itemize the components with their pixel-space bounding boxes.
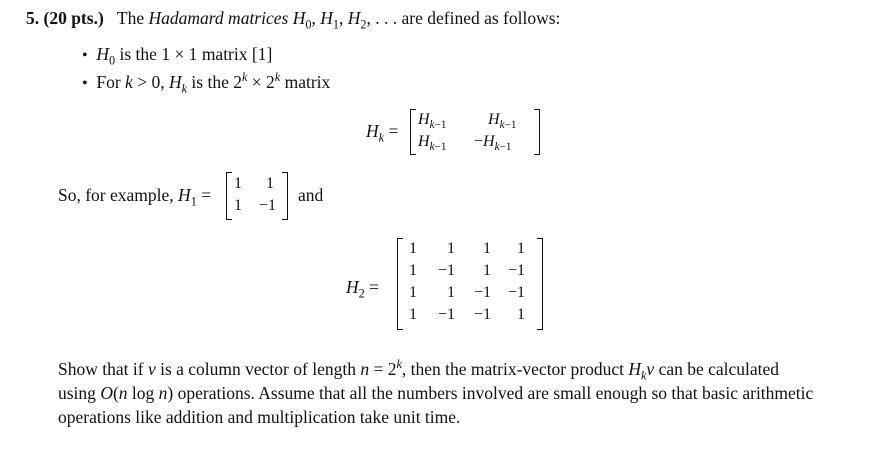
matrix-cell: −1 bbox=[507, 262, 525, 279]
matrix-cell: $H_{k-1}$ bbox=[418, 111, 447, 132]
matrix-cell: 1 bbox=[447, 240, 455, 257]
matrix-cell: 1 bbox=[409, 284, 417, 301]
bullet-text: matrix bbox=[284, 72, 331, 92]
intro-text-end: are defined as follows: bbox=[401, 8, 561, 28]
task-text: is a column vector of length bbox=[160, 359, 356, 379]
task-line-1: Show that if v is a column vector of length $n = 2^k$, then the matrix-vector product $H_kv$ can be calculated bbox=[58, 357, 780, 383]
task-text: can be calculated bbox=[658, 359, 780, 379]
example-text: So, for example, bbox=[58, 185, 174, 205]
bullet-icon: • bbox=[82, 75, 88, 92]
example-suffix: and bbox=[298, 185, 324, 205]
matrix-cell: 1 bbox=[266, 175, 274, 192]
matrix-cell: $H_{k-1}$ bbox=[418, 133, 447, 154]
task-text: , then the matrix-vector product bbox=[401, 359, 624, 379]
left-bracket bbox=[226, 172, 232, 220]
problem-header: 5. (20 pts.) The Hadamard matrices $H_0$, $H_1$, $H_2$, . . . are defined as follows: bbox=[26, 8, 561, 32]
matrix-cell: 1 bbox=[483, 240, 491, 257]
h2-label: $H_2$ = bbox=[346, 277, 380, 301]
matrix-cell: 1 bbox=[234, 175, 242, 192]
matrix-cell: −1 bbox=[473, 306, 491, 323]
bullet-icon: • bbox=[82, 47, 88, 64]
matrix-cell: −1 bbox=[473, 284, 491, 301]
bullet-item-h0: • $H_0$ is the 1 × 1 matrix [1] bbox=[82, 44, 273, 68]
matrix-cell: 1 bbox=[234, 197, 242, 214]
matrix-cell: 1 bbox=[517, 306, 525, 323]
h0-value: [1] bbox=[251, 44, 273, 64]
matrix-cell: $H_{k-1}$ bbox=[488, 111, 517, 132]
matrix-cell: 1 bbox=[409, 240, 417, 257]
right-bracket bbox=[537, 238, 543, 330]
problem-number: 5. bbox=[26, 8, 40, 28]
hk-label: $H_k$ = bbox=[366, 121, 399, 145]
left-bracket bbox=[397, 238, 403, 330]
task-line-3: operations like addition and multiplication take unit time. bbox=[58, 407, 461, 427]
matrix-cell: 1 bbox=[409, 262, 417, 279]
bullet-text: the bbox=[207, 72, 229, 92]
hk-recursive-matrix bbox=[410, 109, 540, 155]
matrix-cell: 1 bbox=[483, 262, 491, 279]
matrix-cell: 1 bbox=[447, 284, 455, 301]
matrix-cell: 1 bbox=[409, 306, 417, 323]
bullet-text: matrix bbox=[201, 44, 248, 64]
right-bracket bbox=[534, 109, 540, 155]
task-paragraph bbox=[58, 357, 848, 429]
matrix-cell: −1 bbox=[259, 197, 277, 214]
task-line-2: using O(n log n) operations. Assume that all the numbers involved are small enough so that basic arithmetic bbox=[58, 383, 814, 403]
task-text: operations. Assume that all the numbers involved are small enough so that basic arithmetic bbox=[177, 383, 814, 403]
matrix-cell: −1 bbox=[507, 284, 525, 301]
bullet-item-hk: • For k > 0, $H_k$ is the $2^k \times 2^k$ matrix bbox=[82, 70, 331, 96]
task-text: Show that if bbox=[58, 359, 144, 379]
right-bracket bbox=[282, 172, 288, 220]
matrix-cell: −1 bbox=[437, 262, 455, 279]
problem-points: (20 pts.) bbox=[43, 8, 104, 28]
matrix-cell: 1 bbox=[517, 240, 525, 257]
bullet-text: For bbox=[96, 72, 121, 92]
task-text: using bbox=[58, 383, 96, 403]
h1-matrix bbox=[226, 172, 288, 220]
matrix-cell: $-H_{k-1}$ bbox=[474, 133, 512, 154]
h2-matrix bbox=[397, 238, 543, 330]
bullet-text: is the bbox=[119, 44, 157, 64]
intro-text: The bbox=[116, 8, 145, 28]
example-prefix: So, for example, $H_1$ = bbox=[58, 185, 212, 209]
left-bracket bbox=[410, 109, 416, 155]
matrix-cell: −1 bbox=[437, 306, 455, 323]
hadamard-term: Hadamard matrices bbox=[148, 8, 289, 28]
